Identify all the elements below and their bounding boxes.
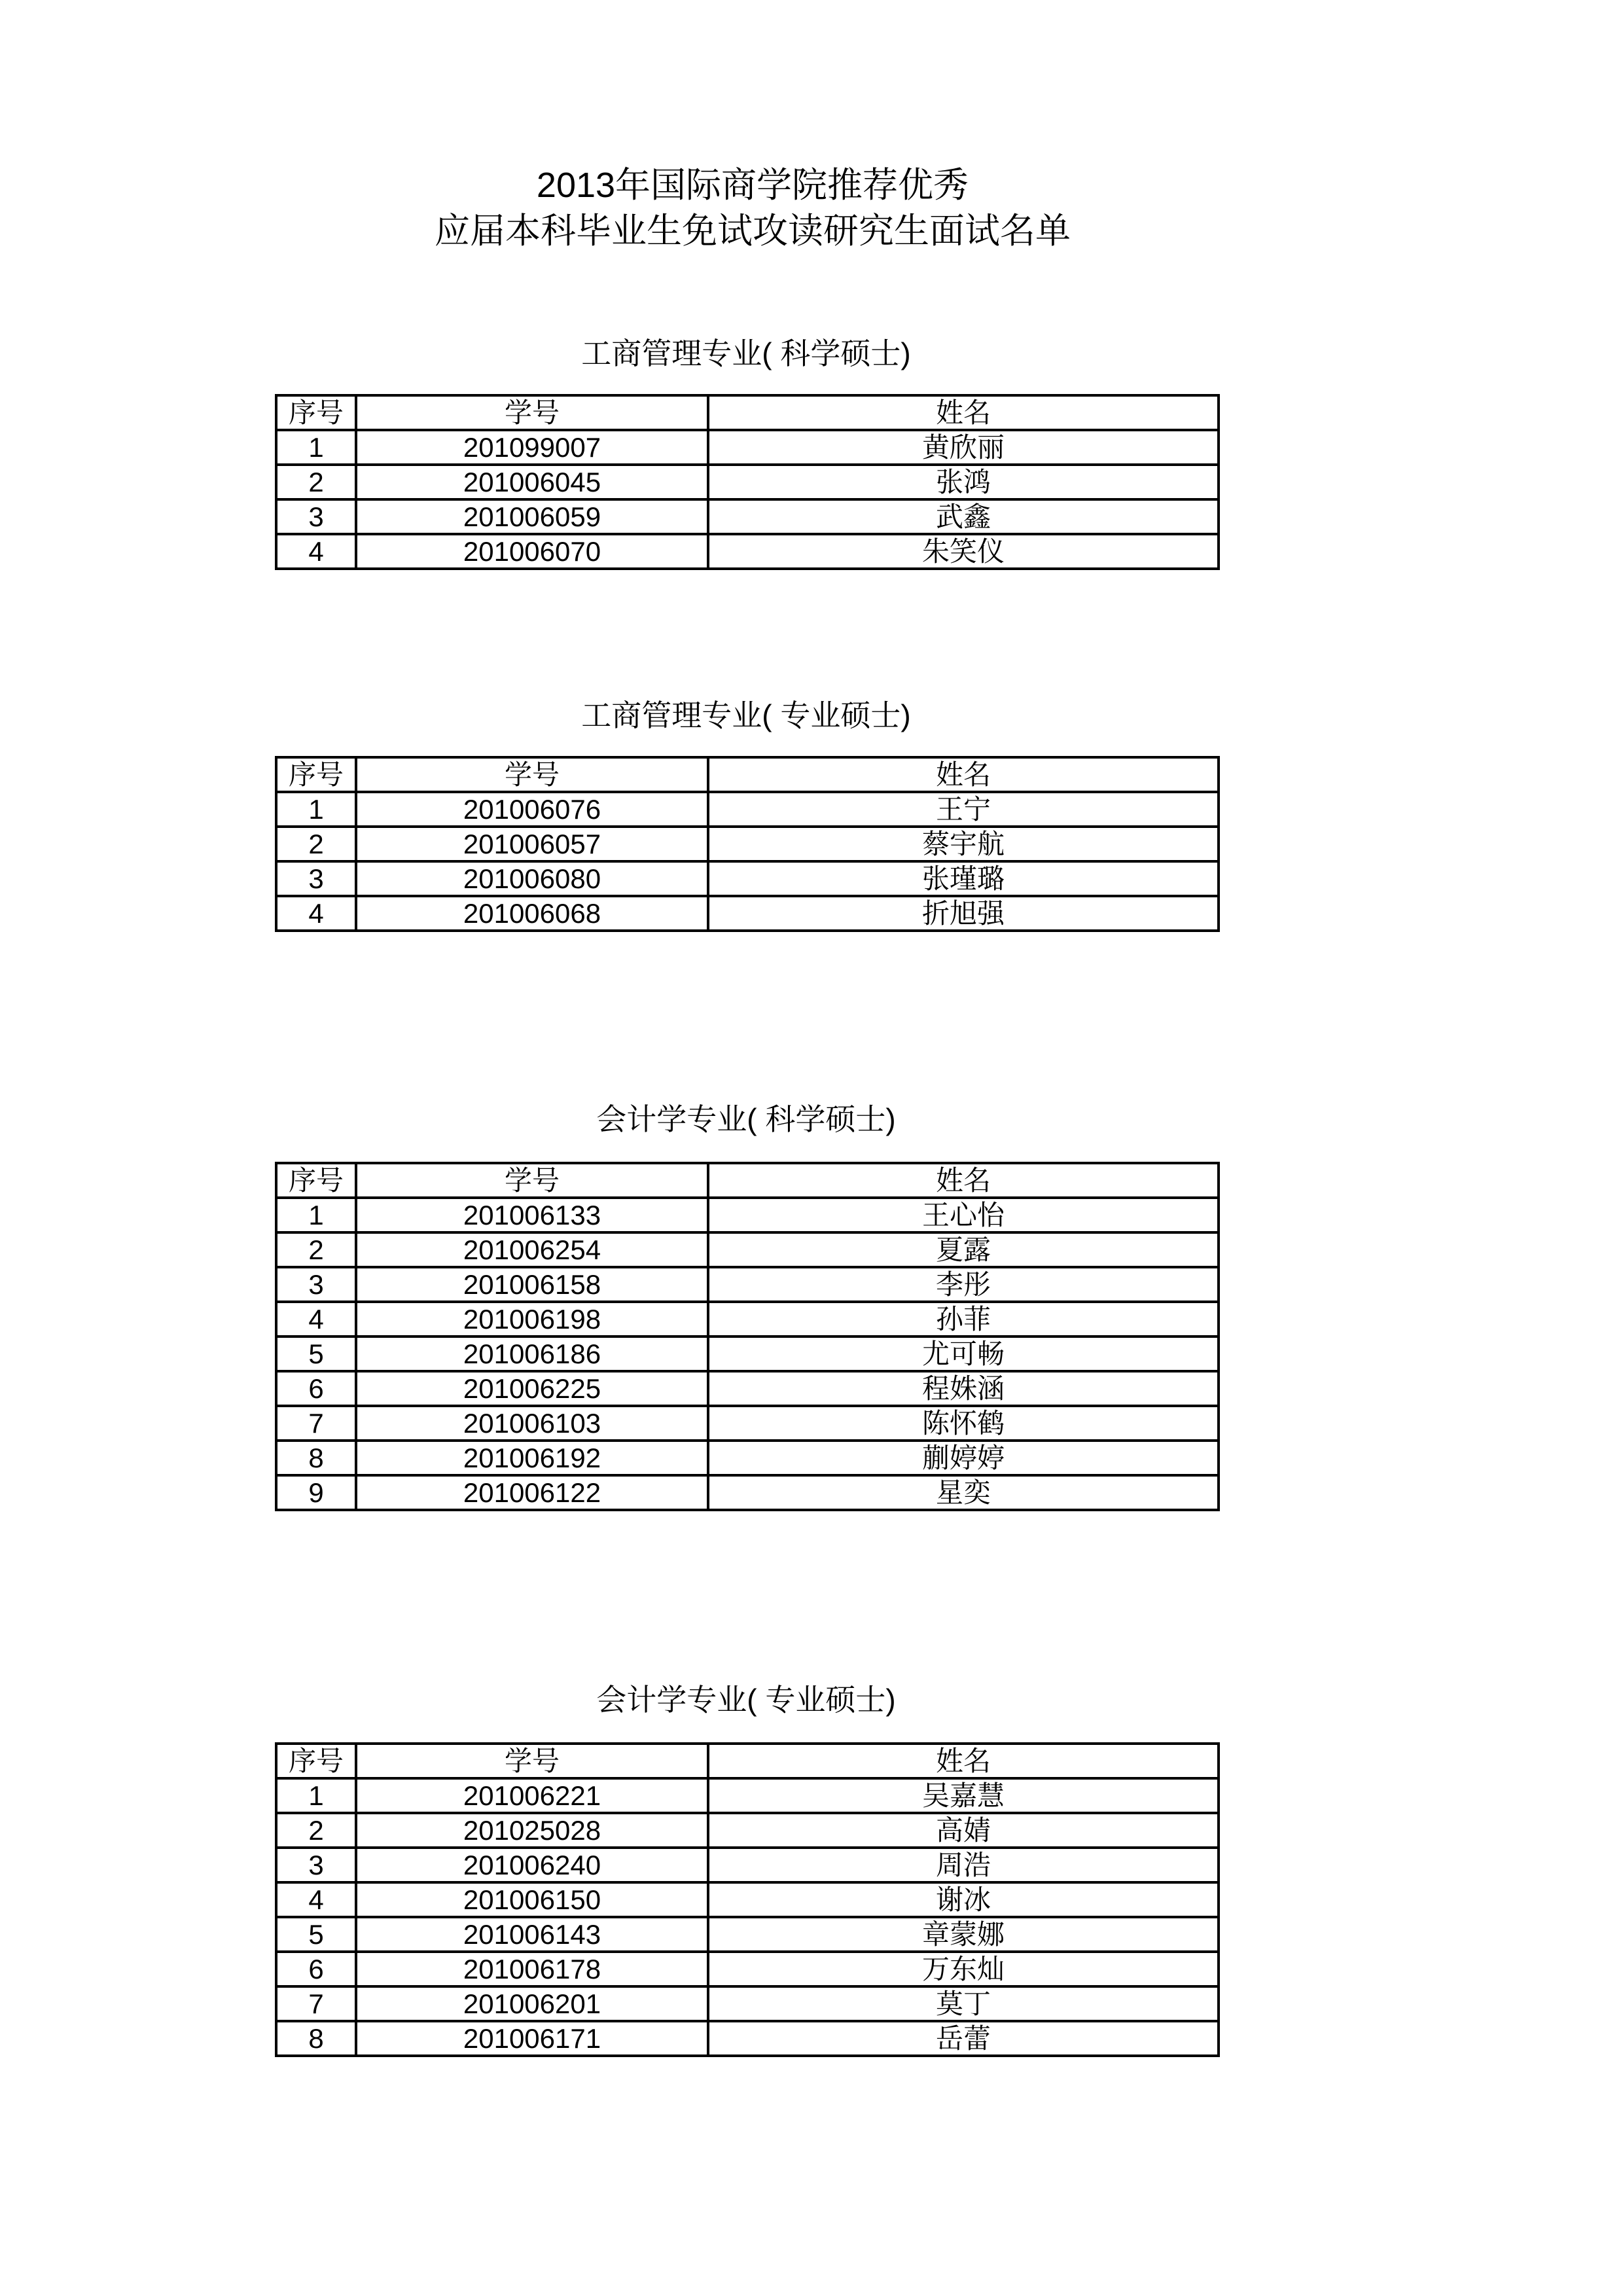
cell-seq: 7 [276, 1986, 356, 2021]
cell-name: 黄欣丽 [708, 430, 1219, 465]
cell-name: 吴嘉慧 [708, 1778, 1219, 1813]
table-row [276, 1232, 1219, 1267]
cell-name: 尤可畅 [708, 1336, 1219, 1371]
cell-student-id: 201006045 [356, 465, 708, 499]
cell-name: 岳蕾 [708, 2021, 1219, 2056]
section-title: 会计学专业( 科学硕士) [596, 1102, 896, 1136]
cell-name: 孙菲 [708, 1302, 1219, 1336]
table-row [276, 1406, 1219, 1441]
cell-name: 周浩 [708, 1848, 1219, 1882]
page-title-line-1: 2013年国际商学院推荐优秀 [536, 166, 969, 205]
cell-student-id: 201006068 [356, 896, 708, 931]
cell-name: 武鑫 [708, 499, 1219, 534]
header-student-id: 学号 [356, 395, 708, 430]
table-row [276, 827, 1219, 861]
table-row [276, 499, 1219, 534]
cell-student-id: 201006143 [356, 1917, 708, 1952]
cell-seq: 5 [276, 1336, 356, 1371]
cell-name: 程姝涵 [708, 1371, 1219, 1406]
cell-name: 星奕 [708, 1475, 1219, 1510]
cell-student-id: 201006059 [356, 499, 708, 534]
table-header-row [276, 395, 1219, 430]
table-header-row [276, 757, 1219, 792]
table-header-row [276, 1744, 1219, 1778]
cell-student-id: 201006225 [356, 1371, 708, 1406]
table-row [276, 465, 1219, 499]
cell-name: 张瑾璐 [708, 861, 1219, 896]
table-header-row [276, 1163, 1219, 1198]
cell-student-id: 201006186 [356, 1336, 708, 1371]
cell-name: 莫丁 [708, 1986, 1219, 2021]
cell-name: 蔡宇航 [708, 827, 1219, 861]
table-row [276, 534, 1219, 569]
cell-student-id: 201006178 [356, 1952, 708, 1986]
header-seq: 序号 [276, 395, 356, 430]
cell-name: 折旭强 [708, 896, 1219, 931]
table-row [276, 1441, 1219, 1475]
table-row [276, 1267, 1219, 1302]
table-row [276, 1882, 1219, 1917]
table-row [276, 2021, 1219, 2056]
table-row [276, 792, 1219, 827]
header-seq: 序号 [276, 1163, 356, 1198]
cell-student-id: 201006171 [356, 2021, 708, 2056]
cell-seq: 4 [276, 896, 356, 931]
cell-seq: 1 [276, 1198, 356, 1232]
cell-name: 朱笑仪 [708, 534, 1219, 569]
table-row [276, 1986, 1219, 2021]
table-row [276, 1336, 1219, 1371]
cell-seq: 2 [276, 1813, 356, 1848]
header-student-id: 学号 [356, 757, 708, 792]
cell-seq: 4 [276, 1302, 356, 1336]
cell-name: 万东灿 [708, 1952, 1219, 1986]
table-row [276, 1302, 1219, 1336]
cell-name: 夏露 [708, 1232, 1219, 1267]
cell-seq: 4 [276, 534, 356, 569]
cell-seq: 3 [276, 861, 356, 896]
cell-student-id: 201006158 [356, 1267, 708, 1302]
cell-name: 蒯婷婷 [708, 1441, 1219, 1475]
cell-name: 王心怡 [708, 1198, 1219, 1232]
cell-seq: 4 [276, 1882, 356, 1917]
cell-seq: 1 [276, 1778, 356, 1813]
cell-seq: 2 [276, 1232, 356, 1267]
cell-student-id: 201006201 [356, 1986, 708, 2021]
cell-seq: 1 [276, 430, 356, 465]
cell-student-id: 201099007 [356, 430, 708, 465]
cell-name: 谢冰 [708, 1882, 1219, 1917]
cell-seq: 3 [276, 1267, 356, 1302]
roster-table [275, 756, 1220, 932]
page-title-line-2: 应届本科毕业生免试攻读研究生面试名单 [435, 211, 1071, 251]
cell-student-id: 201006221 [356, 1778, 708, 1813]
roster-table [275, 394, 1220, 570]
cell-seq: 5 [276, 1917, 356, 1952]
cell-student-id: 201006240 [356, 1848, 708, 1882]
cell-seq: 2 [276, 465, 356, 499]
table-row [276, 861, 1219, 896]
roster-table [275, 1742, 1220, 2057]
cell-student-id: 201006198 [356, 1302, 708, 1336]
cell-name: 王宁 [708, 792, 1219, 827]
cell-seq: 9 [276, 1475, 356, 1510]
section-title: 会计学专业( 专业硕士) [596, 1683, 896, 1717]
header-name: 姓名 [708, 395, 1219, 430]
header-seq: 序号 [276, 1744, 356, 1778]
cell-name: 章蒙娜 [708, 1917, 1219, 1952]
cell-seq: 2 [276, 827, 356, 861]
cell-student-id: 201006080 [356, 861, 708, 896]
cell-seq: 6 [276, 1952, 356, 1986]
cell-seq: 1 [276, 792, 356, 827]
page-title [0, 162, 1505, 254]
cell-seq: 8 [276, 1441, 356, 1475]
table-row [276, 1778, 1219, 1813]
cell-seq: 3 [276, 499, 356, 534]
table-row [276, 1848, 1219, 1882]
section-title: 工商管理专业( 科学硕士) [581, 336, 911, 370]
cell-student-id: 201006070 [356, 534, 708, 569]
cell-seq: 3 [276, 1848, 356, 1882]
cell-seq: 7 [276, 1406, 356, 1441]
table-row [276, 1917, 1219, 1952]
cell-name: 李彤 [708, 1267, 1219, 1302]
section-title: 工商管理专业( 专业硕士) [581, 698, 911, 732]
cell-name: 陈怀鹤 [708, 1406, 1219, 1441]
table-row [276, 1475, 1219, 1510]
table-row [276, 1198, 1219, 1232]
roster-table [275, 1162, 1220, 1511]
cell-student-id: 201006133 [356, 1198, 708, 1232]
header-seq: 序号 [276, 757, 356, 792]
cell-student-id: 201006192 [356, 1441, 708, 1475]
cell-name: 高婧 [708, 1813, 1219, 1848]
table-row [276, 430, 1219, 465]
cell-student-id: 201006057 [356, 827, 708, 861]
cell-student-id: 201025028 [356, 1813, 708, 1848]
header-student-id: 学号 [356, 1163, 708, 1198]
cell-seq: 6 [276, 1371, 356, 1406]
cell-student-id: 201006122 [356, 1475, 708, 1510]
header-student-id: 学号 [356, 1744, 708, 1778]
table-row [276, 1371, 1219, 1406]
cell-student-id: 201006254 [356, 1232, 708, 1267]
cell-seq: 8 [276, 2021, 356, 2056]
cell-student-id: 201006076 [356, 792, 708, 827]
table-row [276, 1952, 1219, 1986]
cell-student-id: 201006103 [356, 1406, 708, 1441]
table-row [276, 1813, 1219, 1848]
table-row [276, 896, 1219, 931]
header-name: 姓名 [708, 1744, 1219, 1778]
header-name: 姓名 [708, 757, 1219, 792]
header-name: 姓名 [708, 1163, 1219, 1198]
cell-student-id: 201006150 [356, 1882, 708, 1917]
cell-name: 张鸿 [708, 465, 1219, 499]
